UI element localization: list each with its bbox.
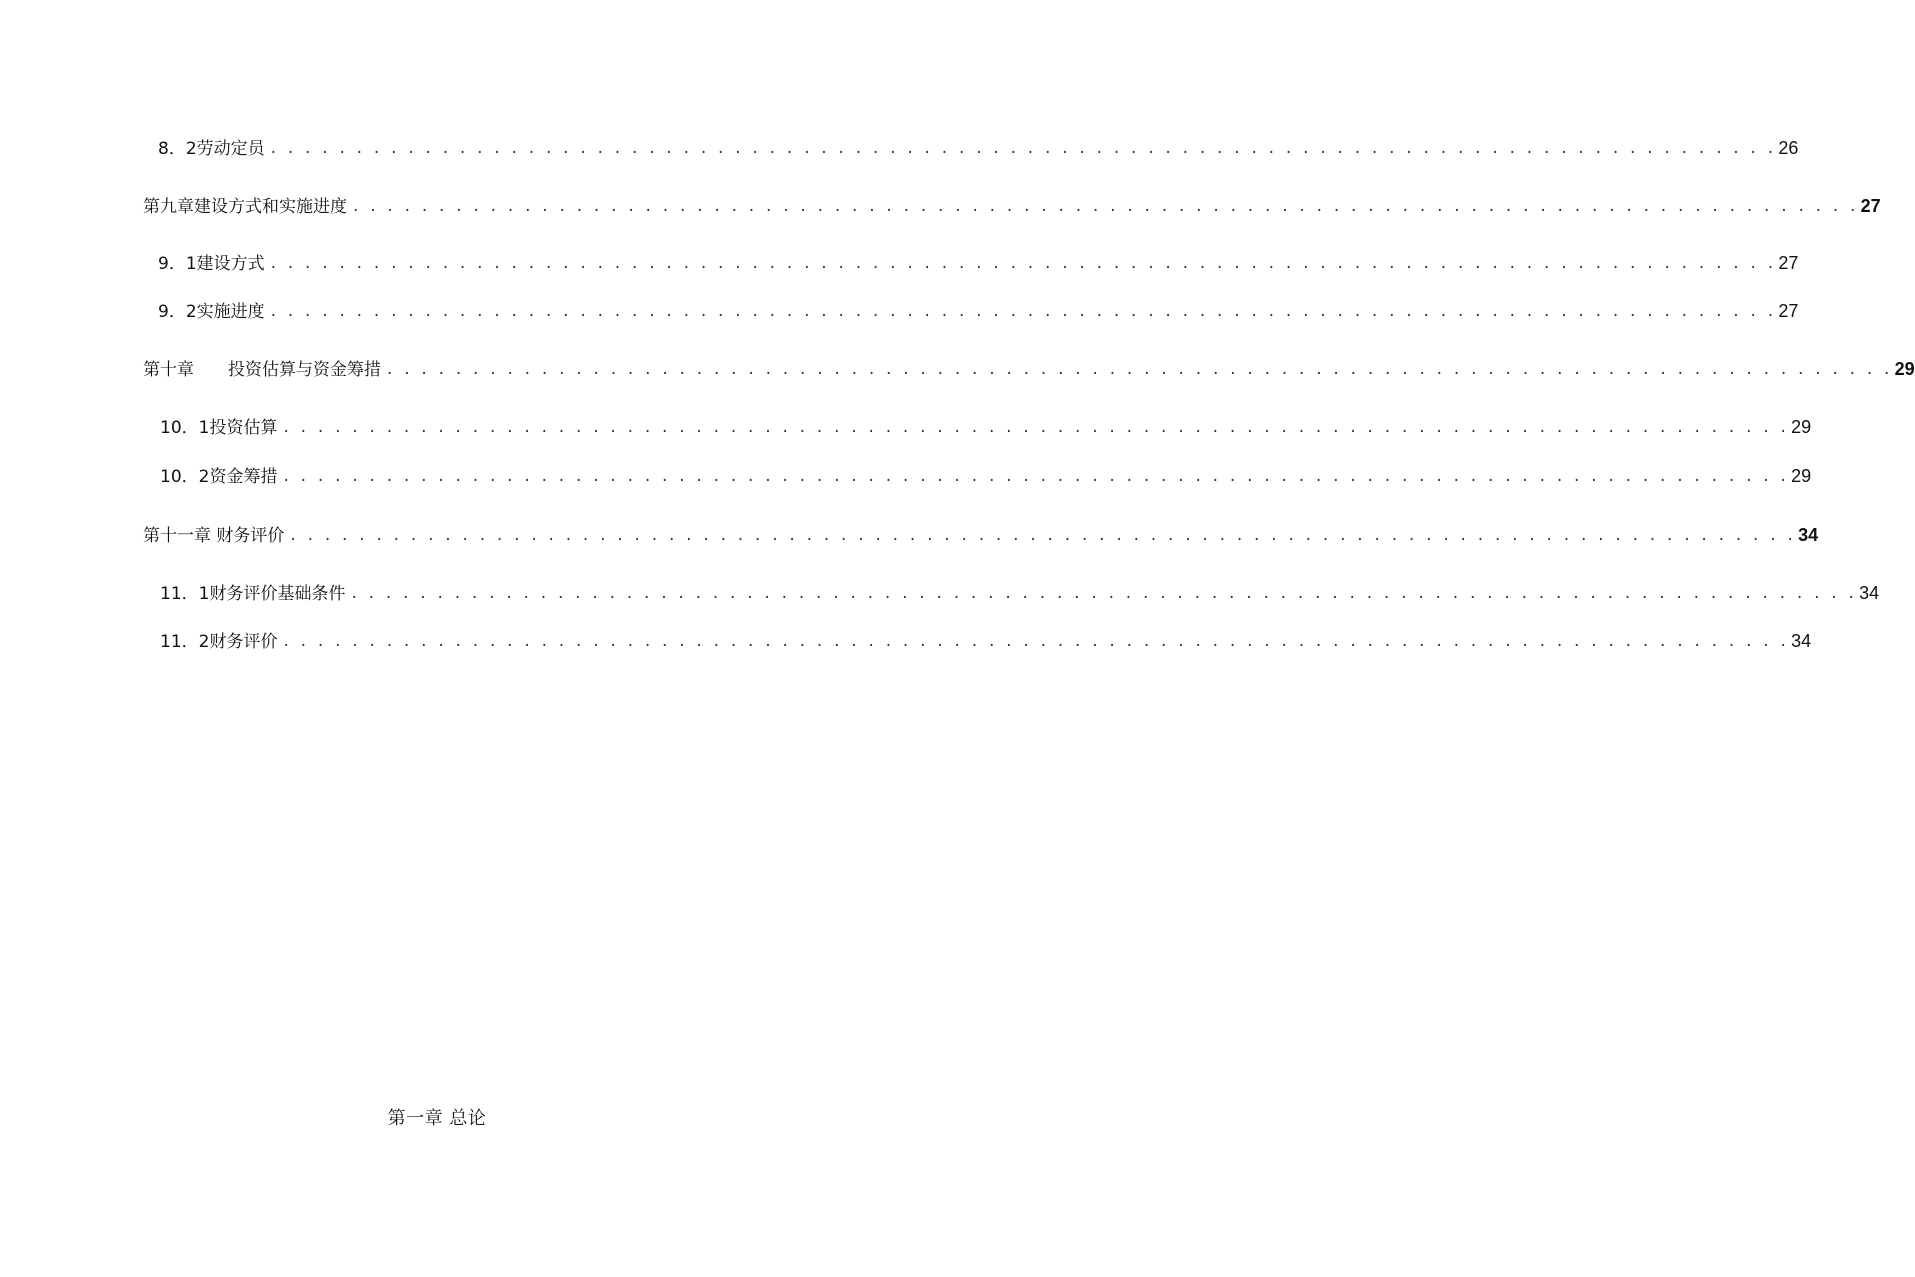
toc-entry-9-2[interactable] [158, 298, 1799, 324]
toc-entry-page-number: 34 [1798, 525, 1819, 545]
toc-entry-page-number: 34 [1859, 583, 1880, 603]
toc-dot-leader: . . . . . . . . . . . . . . . . . . . . . . . . . . . . . . . . . . . . . . . . . . . . . . . . . . . . . . . . . . . . . . . . . . . . . . . . . . . . . . . . . . . . . . . . [290, 525, 1797, 545]
toc-entry-11-1[interactable] [160, 580, 1880, 606]
toc-dot-leader: . . . . . . . . . . . . . . . . . . . . . . . . . . . . . . . . . . . . . . . . . . . . . . . . . . . . . . . . . . . . . . . . . . . . . . . . . . . . . . . . . . . . . . . . [270, 253, 1777, 273]
toc-entry-label: 第十一章 财务评价 [143, 526, 285, 546]
chapter-heading: 第一章 总论 [387, 1108, 487, 1129]
toc-entry-10-1[interactable] [160, 414, 1812, 440]
toc-dot-leader: . . . . . . . . . . . . . . . . . . . . . . . . . . . . . . . . . . . . . . . . . . . . . . . . . . . . . . . . . . . . . . . . . . . . . . . . . . . . . . . . . . . . . . . . [270, 301, 1777, 321]
toc-entry-10-2[interactable] [160, 463, 1812, 489]
toc-entry-page-number: 29 [1791, 417, 1812, 437]
toc-dot-leader: . . . . . . . . . . . . . . . . . . . . . . . . . . . . . . . . . . . . . . . . . . . . . . . . . . . . . . . . . . . . . . . . . . . . . . . . . . . . . . . . . . . . . . . . [283, 417, 1790, 437]
toc-entry-label: 8．2劳动定员 [158, 139, 265, 159]
toc-entry-label: 11．1财务评价基础条件 [160, 584, 346, 604]
toc-entry-label: 10．1投资估算 [160, 418, 278, 438]
toc-entry-label: 9．1建设方式 [158, 254, 265, 274]
toc-entry-label: 10．2资金筹措 [160, 467, 278, 487]
toc-entry-page-number: 29 [1791, 466, 1812, 486]
toc-entry-page-number: 29 [1894, 359, 1915, 379]
toc-entry-page-number: 27 [1778, 253, 1799, 273]
toc-entry-label: 第九章建设方式和实施进度 [143, 197, 347, 217]
toc-entry-chapter-10[interactable] [143, 356, 1915, 382]
toc-dot-leader: . . . . . . . . . . . . . . . . . . . . . . . . . . . . . . . . . . . . . . . . . . . . . . . . . . . . . . . . . . . . . . . . . . . . . . . . . . . . . . . . . . . . . . . . [283, 631, 1790, 651]
toc-entry-page-number: 27 [1778, 301, 1799, 321]
toc-entry-page-number: 34 [1791, 631, 1812, 651]
toc-entry-chapter-11[interactable] [143, 522, 1819, 548]
toc-dot-leader: . . . . . . . . . . . . . . . . . . . . . . . . . . . . . . . . . . . . . . . . . . . . . . . . . . . . . . . . . . . . . . . . . . . . . . . . . . . . . . . . . . . . . . . . [351, 583, 1858, 603]
toc-dot-leader: . . . . . . . . . . . . . . . . . . . . . . . . . . . . . . . . . . . . . . . . . . . . . . . . . . . . . . . . . . . . . . . . . . . . . . . . . . . . . . . . . . . . . . . . [353, 196, 1859, 216]
toc-entry-label: 第十章 投资估算与资金筹措 [143, 360, 381, 380]
toc-dot-leader: . . . . . . . . . . . . . . . . . . . . . . . . . . . . . . . . . . . . . . . . . . . . . . . . . . . . . . . . . . . . . . . . . . . . . . . . . . . . . . . . . . . . . . . . [283, 466, 1790, 486]
toc-dot-leader: . . . . . . . . . . . . . . . . . . . . . . . . . . . . . . . . . . . . . . . . . . . . . . . . . . . . . . . . . . . . . . . . . . . . . . . . . . . . . . . . . . . . . . . . [387, 359, 1893, 379]
toc-entry-page-number: 26 [1778, 138, 1799, 158]
toc-entry-8-2[interactable] [158, 135, 1799, 161]
toc-entry-label: 11．2财务评价 [160, 632, 278, 652]
toc-dot-leader: . . . . . . . . . . . . . . . . . . . . . . . . . . . . . . . . . . . . . . . . . . . . . . . . . . . . . . . . . . . . . . . . . . . . . . . . . . . . . . . . . . . . . . . . [270, 138, 1777, 158]
toc-entry-label: 9．2实施进度 [158, 302, 265, 322]
toc-entry-11-2[interactable] [160, 628, 1812, 654]
toc-entry-9-1[interactable] [158, 250, 1799, 276]
toc-entry-page-number: 27 [1860, 196, 1881, 216]
toc-entry-chapter-9[interactable] [143, 193, 1881, 219]
